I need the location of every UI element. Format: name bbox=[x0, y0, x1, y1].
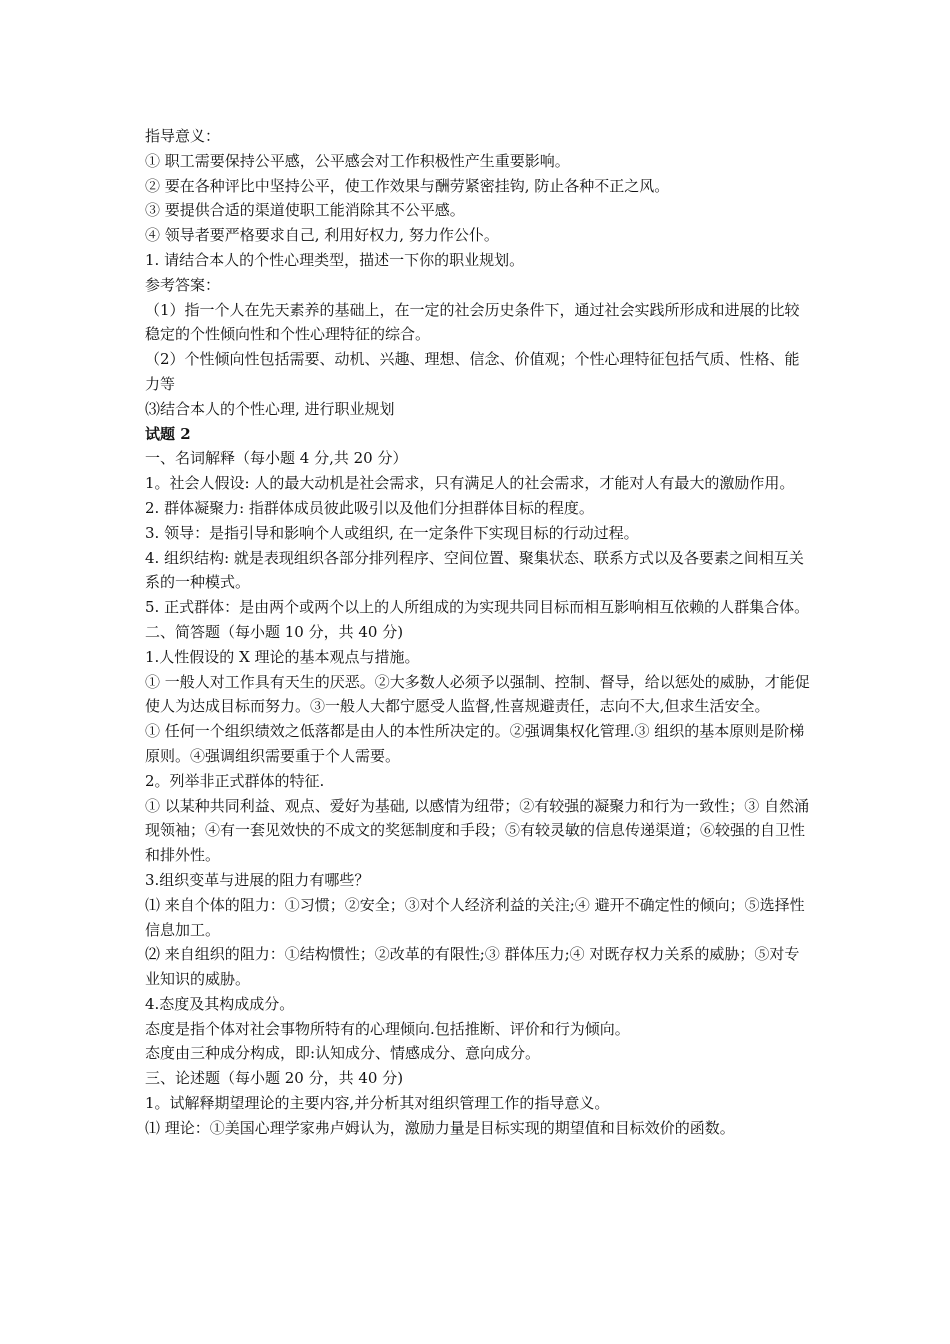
document-body bbox=[145, 124, 813, 1141]
section-heading-terms: 一、名词解释（每小题 4 分,共 20 分） bbox=[145, 449, 408, 468]
section-heading-short-answer: 二、简答题（每小题 10 分，共 40 分) bbox=[145, 622, 404, 641]
short-answer-4b: 态度由三种成分构成，即:认知成分、情感成分、意向成分。 bbox=[145, 1044, 541, 1063]
short-answer-3b: ⑵ 来自组织的阻力：①结构惯性；②改革的有限性;③ 群体压力;④ 对既存权力关系的威胁；⑤对专业知识的威胁。 bbox=[145, 945, 800, 989]
short-answer-1b: ① 任何一个组织绩效之低落都是由人的本性所决定的。②强调集权化管理.③ 组织的基本原则是阶梯原则。④强调组织需要重于个人需要。 bbox=[145, 722, 805, 765]
short-answer-3a: ⑴ 来自个体的阻力：①习惯；②安全；③对个人经济利益的关注;④ 避开不确定性的倾向；⑤选择性信息加工。 bbox=[145, 895, 805, 939]
guidance-point-3: ③ 要提供合适的渠道使职工能消除其不公平感。 bbox=[145, 201, 465, 220]
term-5: 5. 正式群体：是由两个或两个以上的人所组成的为实现共同目标而相互影响相互依赖的人群集合体。 bbox=[145, 598, 810, 617]
short-question-3: 3.组织变革与进展的阻力有哪些？ bbox=[145, 870, 370, 889]
guidance-point-4: ④ 领导者要严格要求自己, 利用好权力, 努力作公仆。 bbox=[145, 226, 499, 245]
exam-section-title: 试题 2 bbox=[145, 424, 191, 443]
term-1: 1。社会人假设: 人的最大动机是社会需求，只有满足人的社会需求，才能对人有最大的激励作用。 bbox=[145, 474, 795, 493]
answer-paragraph-2: （2）个性倾向性包括需要、动机、兴趣、理想、信念、价值观；个性心理特征包括气质、性格、能力等 bbox=[145, 350, 800, 393]
answer-paragraph-1: （1）指一个人在先天素养的基础上，在一定的社会历史条件下，通过社会实践所形成和进展的比较稳定的个性倾向性和个性心理特征的综合。 bbox=[145, 300, 800, 344]
short-answer-4a: 态度是指个体对社会事物所特有的心理倾向.包括推断、评价和行为倾向。 bbox=[145, 1019, 630, 1038]
reference-answer-label: 参考答案： bbox=[145, 275, 221, 294]
short-answer-1a: ① 一般人对工作具有天生的厌恶。②大多数人必须予以强制、控制、督导，给以惩处的威胁，才能促使人为达成目标而努力。③一般人大都宁愿受人监督,性喜规避责任，志向不大,但求生活安全。 bbox=[145, 672, 810, 716]
short-question-4: 4.态度及其构成成分。 bbox=[145, 994, 295, 1013]
section-heading-essay: 三、论述题（每小题 20 分，共 40 分) bbox=[145, 1069, 404, 1088]
guidance-point-2: ② 要在各种评比中坚持公平，使工作效果与酬劳紧密挂钩, 防止各种不正之风。 bbox=[145, 176, 670, 195]
term-2: 2. 群体凝聚力: 指群体成员彼此吸引以及他们分担群体目标的程度。 bbox=[145, 498, 594, 517]
essay-question-1: 1。试解释期望理论的主要内容,并分析其对组织管理工作的指导意义。 bbox=[145, 1094, 610, 1113]
term-3: 3. 领导：是指引导和影响个人或组织, 在一定条件下实现目标的行动过程。 bbox=[145, 523, 639, 542]
essay-answer-1: ⑴ 理论：①美国心理学家弗卢姆认为，激励力量是目标实现的期望值和目标效价的函数。 bbox=[145, 1118, 735, 1137]
answer-paragraph-3: ⑶结合本人的个性心理, 进行职业规划 bbox=[145, 399, 395, 418]
guidance-heading: 指导意义： bbox=[145, 127, 221, 145]
short-question-2: 2。列举非正式群体的特征. bbox=[145, 771, 325, 790]
guidance-point-1: ① 职工需要保持公平感，公平感会对工作积极性产生重要影响。 bbox=[145, 151, 570, 170]
question-career-plan: 1. 请结合本人的个性心理类型，描述一下你的职业规划。 bbox=[145, 250, 525, 269]
term-4: 4. 组织结构: 就是表现组织各部分排列程序、空间位置、聚集状态、联系方式以及各要素之间相互关系的一种模式。 bbox=[145, 548, 804, 592]
short-answer-2: ① 以某种共同利益、观点、爱好为基础, 以感情为纽带；②有较强的凝聚力和行为一致性；③ 自然涌现领袖；④有一套见效快的不成文的奖惩制度和手段；⑤有较灵敏的信息传递渠道；⑥较强的自卫性和排外性。 bbox=[145, 796, 810, 865]
short-question-1: 1.人性假设的 X 理论的基本观点与措施。 bbox=[145, 647, 420, 666]
